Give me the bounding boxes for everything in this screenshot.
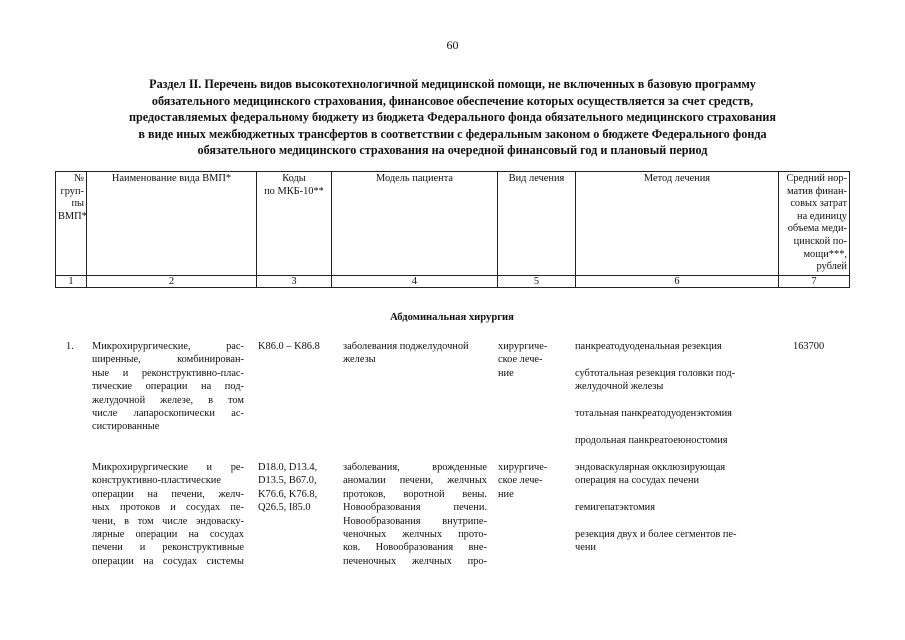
row2-patient-model: заболевания, врожденные аномалии печени, желчных протоков, воротной вены. Новообразования печени. Новообразования внутрипе- ченочных желчных прото- ков. Новообразования вне- печеночных желчных про- — [343, 462, 487, 567]
row1-method-4: продольная панкреатоеюностомия — [575, 435, 728, 446]
column-number: 7 — [779, 275, 850, 287]
title-line: Раздел II. Перечень видов высокотехнологичной медицинской помощи, не включенных в базовую программу — [149, 77, 756, 91]
header-group-number: № груп- пы ВМП* — [56, 172, 87, 276]
column-number: 1 — [56, 275, 87, 287]
column-number: 6 — [576, 275, 779, 287]
header-patient-model: Модель пациента — [332, 172, 498, 276]
row2-treatment-type: хирургиче- ское лече- ние — [498, 462, 548, 500]
row2-vmp-name: Микрохирургические и ре- конструктивно-пластические операции на печени, желч- ных протоков и сосудах пе- чени, в том числе эндоваску- лярные операции на сосудах печени и реконструктивные операции на сосудах системы — [92, 462, 244, 567]
row1-treatment-type: хирургиче- ское лече- ние — [498, 341, 548, 379]
title-line: в виде иных межбюджетных трансфертов в соответствии с федеральным законом о бюджете Федерального фонда — [138, 126, 767, 141]
header-icd-codes: Коды по МКБ-10** — [257, 172, 332, 276]
header-treatment-type: Вид лечения — [498, 172, 576, 276]
header-average-cost: Средний нор- матив финан- совых затрат на единицу объема меди- цинской по- мощи***, рублей — [779, 172, 850, 276]
document-title — [70, 76, 835, 159]
column-number: 3 — [257, 275, 332, 287]
row1-vmp-name: Микрохирургические, рас- ширенные, комбинирован- ные и реконструктивно-плас- тические операции на под- желудочной железе, в том числе лапароскопически ас- систированные — [92, 341, 244, 433]
row2-icd-codes: D18.0, D13.4, D13.5, B67.0, K76.6, K76.8, Q26.5, I85.0 — [258, 462, 318, 514]
column-number: 2 — [87, 275, 257, 287]
section-title: Абдоминальная хирургия — [390, 312, 514, 323]
row2-method-3: резекция двух и более сегментов пе- чени — [575, 529, 737, 554]
row2-method-1: эндоваскулярная окклюзирующая операция на сосудах печени — [575, 462, 726, 487]
row1-patient-model: заболевания поджелудочной железы — [343, 341, 469, 366]
row1-icd-codes: K86.0 – K86.8 — [258, 341, 320, 352]
row1-group-number: 1. — [66, 341, 74, 352]
header-vmp-name: Наименование вида ВМП* — [87, 172, 257, 276]
row1-method-2: субтотальная резекция головки под- желудочной железы — [575, 368, 736, 393]
row1-method-1: панкреатодуоденальная резекция — [575, 341, 722, 352]
title-line: обязательного медицинского страхования, финансовое обеспечение которых осуществляется за счет средств, — [151, 93, 754, 108]
row1-average-cost: 163700 — [793, 341, 825, 352]
title-line: обязательного медицинского страхования на очередной финансовый год и плановый период — [197, 143, 708, 157]
column-number: 5 — [498, 275, 576, 287]
table-header — [55, 171, 850, 288]
title-line: предоставляемых федеральному бюджету из бюджета Федерального фонда обязательного медицинского страхования — [128, 110, 777, 124]
header-treatment-method: Метод лечения — [576, 172, 779, 276]
row2-method-2: гемигепатэктомия — [575, 502, 655, 513]
column-number: 4 — [332, 275, 498, 287]
row1-method-3: тотальная панкреатодуоденэктомия — [575, 408, 732, 419]
page-number: 60 — [446, 38, 459, 52]
